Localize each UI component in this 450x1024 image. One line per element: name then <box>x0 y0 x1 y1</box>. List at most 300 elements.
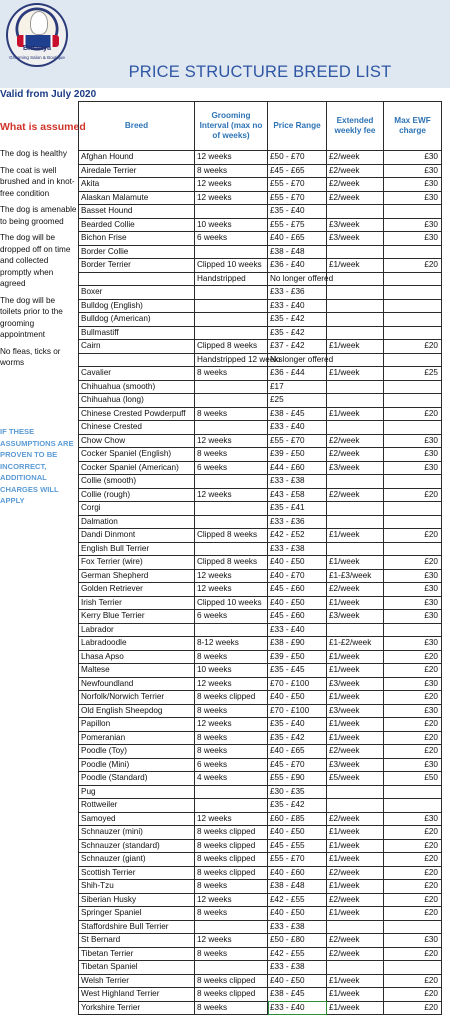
logo-sub-text: Grooming Salon & Boutique <box>9 55 65 60</box>
cell-price-range: £70 - £100 <box>268 677 327 691</box>
cell-interval: 8 weeks clipped <box>195 691 268 705</box>
cell-weekly-fee: £2/week <box>327 448 384 462</box>
cell-weekly-fee <box>327 475 384 489</box>
cell-price-range: £35 - £42 <box>268 313 327 327</box>
cell-price-range: £38 - £48 <box>268 880 327 894</box>
table-row <box>79 758 442 772</box>
cell-breed: Staffordshire Bull Terrier <box>79 920 195 934</box>
assumptions-warning: IF THESE ASSUMPTIONS ARE PROVEN TO BE INCORRECT, ADDITIONAL CHARGES WILL APPLY <box>0 427 74 505</box>
cell-interval: 12 weeks <box>195 677 268 691</box>
cell-weekly-fee <box>327 205 384 219</box>
table-row <box>79 232 442 246</box>
cell-max-ewf: £20 <box>384 853 442 867</box>
cell-weekly-fee: £3/week <box>327 461 384 475</box>
cell-interval <box>195 394 268 408</box>
cell-price-range: £38 - £48 <box>268 245 327 259</box>
table-body <box>79 151 442 1015</box>
cell-weekly-fee: £2/week <box>327 164 384 178</box>
table-row <box>79 880 442 894</box>
table-row <box>79 650 442 664</box>
cell-interval: 8 weeks clipped <box>195 974 268 988</box>
cell-price-range: £50 - £70 <box>268 151 327 165</box>
column-header-price-range: Price Range <box>268 102 327 151</box>
table-row <box>79 272 442 286</box>
cell-weekly-fee <box>327 421 384 435</box>
cell-max-ewf: £30 <box>384 758 442 772</box>
table-row <box>79 461 442 475</box>
cell-max-ewf <box>384 286 442 300</box>
cell-breed: German Shepherd <box>79 569 195 583</box>
cell-breed: English Bull Terrier <box>79 542 195 556</box>
cell-interval: 4 weeks <box>195 772 268 786</box>
cell-max-ewf: £20 <box>384 947 442 961</box>
cell-weekly-fee: £1/week <box>327 826 384 840</box>
cell-price-range: £39 - £50 <box>268 650 327 664</box>
cell-interval: 12 weeks <box>195 434 268 448</box>
table-row <box>79 799 442 813</box>
cell-interval: 8 weeks <box>195 164 268 178</box>
cell-interval: 6 weeks <box>195 758 268 772</box>
cell-interval: 12 weeks <box>195 893 268 907</box>
cell-interval: 8 weeks <box>195 448 268 462</box>
cell-interval: 10 weeks <box>195 218 268 232</box>
assumption-item: No fleas, ticks or worms <box>0 346 61 367</box>
cell-price-range: £55 - £70 <box>268 191 327 205</box>
cell-price-range: £35 - £40 <box>268 718 327 732</box>
table-row <box>79 475 442 489</box>
table-row <box>79 745 442 759</box>
cell-interval: 8 weeks <box>195 407 268 421</box>
cell-max-ewf: £20 <box>384 745 442 759</box>
cell-breed: Bulldog (English) <box>79 299 195 313</box>
cell-weekly-fee: £2/week <box>327 178 384 192</box>
cell-max-ewf: £20 <box>384 691 442 705</box>
table-row <box>79 893 442 907</box>
cell-price-range: £45 - £60 <box>268 610 327 624</box>
cell-interval: 8 weeks <box>195 745 268 759</box>
cell-price-range: £33 - £38 <box>268 961 327 975</box>
cell-interval: Handstripped 12 weeks <box>195 353 268 367</box>
cell-interval: 8 weeks clipped <box>195 853 268 867</box>
cell-max-ewf: £20 <box>384 488 442 502</box>
cell-breed: Corgi <box>79 502 195 516</box>
table-row <box>79 839 442 853</box>
cell-max-ewf <box>384 272 442 286</box>
cell-price-range: £33 - £38 <box>268 920 327 934</box>
table-row <box>79 637 442 651</box>
table-row <box>79 488 442 502</box>
cell-price-range: £33 - £38 <box>268 542 327 556</box>
cell-price-range: £17 <box>268 380 327 394</box>
cell-max-ewf: £30 <box>384 218 442 232</box>
cell-breed: Fox Terrier (wire) <box>79 556 195 570</box>
cell-weekly-fee: £3/week <box>327 704 384 718</box>
cell-max-ewf: £30 <box>384 934 442 948</box>
cell-breed: Scottish Terrier <box>79 866 195 880</box>
cell-breed: Poodle (Mini) <box>79 758 195 772</box>
cell-max-ewf <box>384 799 442 813</box>
cell-price-range: £30 - £35 <box>268 785 327 799</box>
cell-price-range: £38 - £45 <box>268 407 327 421</box>
cell-max-ewf <box>384 785 442 799</box>
cell-price-range: £36 - £40 <box>268 259 327 273</box>
table-row <box>79 947 442 961</box>
cell-weekly-fee: £1/week <box>327 974 384 988</box>
cell-price-range: £33 - £36 <box>268 286 327 300</box>
table-row <box>79 677 442 691</box>
cell-max-ewf: £30 <box>384 232 442 246</box>
cell-weekly-fee: £1/week <box>327 664 384 678</box>
cell-breed: Cavalier <box>79 367 195 381</box>
cell-weekly-fee: £2/week <box>327 583 384 597</box>
cell-interval: Clipped 8 weeks <box>195 340 268 354</box>
table-row <box>79 502 442 516</box>
cell-interval: 12 weeks <box>195 718 268 732</box>
table-row <box>79 313 442 327</box>
cell-weekly-fee <box>327 326 384 340</box>
table-row <box>79 866 442 880</box>
cell-price-range: £55 - £70 <box>268 434 327 448</box>
cell-price-range: £43 - £58 <box>268 488 327 502</box>
cell-interval: 12 weeks <box>195 178 268 192</box>
cell-max-ewf: £30 <box>384 583 442 597</box>
cell-max-ewf <box>384 475 442 489</box>
table-row <box>79 299 442 313</box>
cell-breed: Irish Terrier <box>79 596 195 610</box>
cell-weekly-fee <box>327 380 384 394</box>
cell-max-ewf <box>384 421 442 435</box>
table-row <box>79 623 442 637</box>
cell-weekly-fee <box>327 502 384 516</box>
cell-weekly-fee <box>327 623 384 637</box>
table-row <box>79 259 442 273</box>
cell-price-range: £45 - £60 <box>268 583 327 597</box>
cell-breed: Samoyed <box>79 812 195 826</box>
cell-weekly-fee: £2/week <box>327 488 384 502</box>
cell-max-ewf: £30 <box>384 704 442 718</box>
table-row <box>79 1001 442 1015</box>
cell-price-range: £35 - £41 <box>268 502 327 516</box>
assumption-item: The dog will be toilets prior to the grooming appointment <box>0 295 63 339</box>
column-header-max-ewf: Max EWF charge <box>384 102 442 151</box>
cell-weekly-fee: £2/week <box>327 934 384 948</box>
cell-price-range: £38 - £45 <box>268 988 327 1002</box>
cell-weekly-fee: £1/week <box>327 839 384 853</box>
cell-breed: St Bernard <box>79 934 195 948</box>
column-header-interval: Grooming Interval (max no of weeks) <box>195 102 268 151</box>
cell-price-range: £60 - £85 <box>268 812 327 826</box>
cell-price-range: £35 - £42 <box>268 731 327 745</box>
cell-weekly-fee: £1/week <box>327 731 384 745</box>
cell-breed: Schnauzer (standard) <box>79 839 195 853</box>
cell-interval: 8 weeks clipped <box>195 866 268 880</box>
cell-interval: 8 weeks <box>195 704 268 718</box>
table-row <box>79 812 442 826</box>
cell-interval <box>195 961 268 975</box>
table-row <box>79 407 442 421</box>
cell-price-range: £25 <box>268 394 327 408</box>
cell-price-range: £39 - £50 <box>268 448 327 462</box>
cell-max-ewf <box>384 326 442 340</box>
cell-interval <box>195 326 268 340</box>
cell-breed: Schnauzer (giant) <box>79 853 195 867</box>
cell-max-ewf: £30 <box>384 812 442 826</box>
cell-price-range: £40 - £50 <box>268 974 327 988</box>
cell-interval: 8 weeks <box>195 880 268 894</box>
cell-breed: Old English Sheepdog <box>79 704 195 718</box>
cell-max-ewf: £20 <box>384 907 442 921</box>
valid-from-date: Valid from July 2020 <box>0 89 97 100</box>
cell-price-range: £40 - £50 <box>268 826 327 840</box>
cell-breed: Basset Hound <box>79 205 195 219</box>
cell-price-range: £35 - £42 <box>268 326 327 340</box>
cell-breed: Poodle (Toy) <box>79 745 195 759</box>
cell-breed: Alaskan Malamute <box>79 191 195 205</box>
table-row <box>79 569 442 583</box>
cell-weekly-fee: £1-£2/week <box>327 637 384 651</box>
cell-interval <box>195 313 268 327</box>
cell-interval <box>195 799 268 813</box>
cell-interval: 8 weeks <box>195 731 268 745</box>
cell-price-range: £40 - £60 <box>268 866 327 880</box>
cell-max-ewf: £20 <box>384 839 442 853</box>
cell-breed: Bullmastiff <box>79 326 195 340</box>
cell-max-ewf <box>384 502 442 516</box>
cell-price-range: No longer offered <box>268 353 327 367</box>
cell-breed: Rottweiler <box>79 799 195 813</box>
dog-icon <box>30 11 48 35</box>
cell-weekly-fee <box>327 272 384 286</box>
table-row <box>79 178 442 192</box>
cell-price-range: £33 - £40 <box>268 623 327 637</box>
cell-breed: Border Terrier <box>79 259 195 273</box>
cell-breed: Lhasa Apso <box>79 650 195 664</box>
table-row <box>79 421 442 435</box>
cell-price-range: £35 - £42 <box>268 799 327 813</box>
cell-weekly-fee: £2/week <box>327 434 384 448</box>
cell-breed: Golden Retriever <box>79 583 195 597</box>
cell-breed: Norfolk/Norwich Terrier <box>79 691 195 705</box>
cell-max-ewf: £20 <box>384 880 442 894</box>
cell-max-ewf: £20 <box>384 826 442 840</box>
cell-price-range: £44 - £60 <box>268 461 327 475</box>
cell-interval <box>195 515 268 529</box>
cell-max-ewf: £30 <box>384 637 442 651</box>
assumptions-title: What is assumed <box>0 121 86 133</box>
cell-weekly-fee <box>327 313 384 327</box>
cell-interval: 8 weeks <box>195 907 268 921</box>
table-header-row <box>79 102 442 151</box>
cell-max-ewf: £20 <box>384 988 442 1002</box>
cell-price-range: £35 - £45 <box>268 664 327 678</box>
cell-interval: Clipped 10 weeks <box>195 259 268 273</box>
cell-price-range: £55 - £90 <box>268 772 327 786</box>
table-row <box>79 205 442 219</box>
cell-weekly-fee: £2/week <box>327 812 384 826</box>
cell-max-ewf <box>384 623 442 637</box>
cell-max-ewf: £30 <box>384 191 442 205</box>
cell-breed: Cairn <box>79 340 195 354</box>
table-row <box>79 704 442 718</box>
cell-breed: Chinese Crested <box>79 421 195 435</box>
cell-max-ewf <box>384 542 442 556</box>
cell-max-ewf <box>384 961 442 975</box>
assumption-item: The coat is well brushed and in knot-free condition <box>0 165 75 198</box>
cell-weekly-fee: £1/week <box>327 880 384 894</box>
cell-interval <box>195 920 268 934</box>
table-row <box>79 542 442 556</box>
table-row <box>79 340 442 354</box>
cell-weekly-fee <box>327 799 384 813</box>
cell-max-ewf: £50 <box>384 772 442 786</box>
cell-price-range: £42 - £55 <box>268 893 327 907</box>
cell-max-ewf: £20 <box>384 259 442 273</box>
cell-breed: Chow Chow <box>79 434 195 448</box>
table-row <box>79 529 442 543</box>
cell-interval: 8-12 weeks <box>195 637 268 651</box>
table-row <box>79 691 442 705</box>
table-row <box>79 583 442 597</box>
table-row <box>79 785 442 799</box>
cell-price-range: £40 - £65 <box>268 745 327 759</box>
cell-max-ewf: £25 <box>384 367 442 381</box>
cell-max-ewf: £20 <box>384 974 442 988</box>
table-row <box>79 853 442 867</box>
table-row <box>79 326 442 340</box>
cell-weekly-fee: £1/week <box>327 367 384 381</box>
cell-weekly-fee: £3/week <box>327 610 384 624</box>
cell-weekly-fee <box>327 245 384 259</box>
cell-max-ewf: £30 <box>384 164 442 178</box>
cell-price-range: £33 - £40 <box>268 1001 327 1015</box>
table-row <box>79 380 442 394</box>
company-logo <box>6 3 68 67</box>
cell-weekly-fee: £1/week <box>327 529 384 543</box>
cell-max-ewf: £30 <box>384 434 442 448</box>
cell-interval: Handstripped <box>195 272 268 286</box>
cell-breed: Papillon <box>79 718 195 732</box>
cell-interval: 8 weeks <box>195 650 268 664</box>
cell-weekly-fee <box>327 961 384 975</box>
cell-breed: Bichon Frise <box>79 232 195 246</box>
cell-interval <box>195 542 268 556</box>
cell-price-range: £50 - £80 <box>268 934 327 948</box>
cell-weekly-fee <box>327 299 384 313</box>
cell-weekly-fee: £2/week <box>327 947 384 961</box>
cell-max-ewf: £20 <box>384 731 442 745</box>
cell-interval: Clipped 8 weeks <box>195 556 268 570</box>
cell-weekly-fee: £1/week <box>327 596 384 610</box>
table-row <box>79 920 442 934</box>
cell-breed: Newfoundland <box>79 677 195 691</box>
cell-breed: Tibetan Spaniel <box>79 961 195 975</box>
cell-weekly-fee: £1/week <box>327 340 384 354</box>
cell-interval <box>195 380 268 394</box>
cell-weekly-fee <box>327 785 384 799</box>
cell-weekly-fee: £1/week <box>327 407 384 421</box>
table-row <box>79 610 442 624</box>
cell-breed: Springer Spaniel <box>79 907 195 921</box>
table-row <box>79 596 442 610</box>
cell-interval <box>195 245 268 259</box>
cell-weekly-fee: £2/week <box>327 866 384 880</box>
cell-max-ewf: £20 <box>384 529 442 543</box>
cell-weekly-fee: £1/week <box>327 691 384 705</box>
cell-price-range: £33 - £40 <box>268 299 327 313</box>
table-row <box>79 556 442 570</box>
table-row <box>79 934 442 948</box>
table-row <box>79 191 442 205</box>
cell-breed: Afghan Hound <box>79 151 195 165</box>
logo-brand-text: Britanya <box>22 45 51 52</box>
table-row <box>79 394 442 408</box>
cell-breed: Poodle (Standard) <box>79 772 195 786</box>
cell-weekly-fee <box>327 920 384 934</box>
table-row <box>79 448 442 462</box>
cell-weekly-fee <box>327 542 384 556</box>
cell-price-range: £40 - £70 <box>268 569 327 583</box>
cell-price-range: £33 - £40 <box>268 421 327 435</box>
cell-price-range: £37 - £42 <box>268 340 327 354</box>
cell-interval: 8 weeks clipped <box>195 988 268 1002</box>
table-row <box>79 772 442 786</box>
cell-breed: West Highland Terrier <box>79 988 195 1002</box>
cell-weekly-fee: £1/week <box>327 1001 384 1015</box>
table-row <box>79 731 442 745</box>
cell-weekly-fee: £2/week <box>327 745 384 759</box>
cell-breed: Labrador <box>79 623 195 637</box>
cell-price-range: £35 - £40 <box>268 205 327 219</box>
cell-interval: 6 weeks <box>195 232 268 246</box>
cell-interval: 12 weeks <box>195 191 268 205</box>
cell-breed: Welsh Terrier <box>79 974 195 988</box>
table-row <box>79 826 442 840</box>
cell-weekly-fee <box>327 286 384 300</box>
cell-price-range: £70 - £100 <box>268 704 327 718</box>
cell-max-ewf: £20 <box>384 866 442 880</box>
cell-interval: 12 weeks <box>195 488 268 502</box>
cell-price-range: £45 - £70 <box>268 758 327 772</box>
cell-max-ewf: £20 <box>384 718 442 732</box>
cell-price-range: £55 - £75 <box>268 218 327 232</box>
cell-interval: 8 weeks <box>195 367 268 381</box>
cell-max-ewf <box>384 920 442 934</box>
table-row <box>79 367 442 381</box>
assumption-item: The dog will be dropped off on time and collected promptly when agreed <box>0 233 71 288</box>
cell-breed: Dalmation <box>79 515 195 529</box>
cell-max-ewf: £20 <box>384 893 442 907</box>
cell-price-range: £36 - £44 <box>268 367 327 381</box>
cell-price-range: £45 - £65 <box>268 164 327 178</box>
cell-max-ewf <box>384 353 442 367</box>
cell-max-ewf: £20 <box>384 650 442 664</box>
cell-price-range: £55 - £70 <box>268 853 327 867</box>
cell-breed: Chihuahua (long) <box>79 394 195 408</box>
cell-interval: 12 weeks <box>195 583 268 597</box>
column-header-breed: Breed <box>79 102 195 151</box>
table-row <box>79 907 442 921</box>
cell-breed: Bearded Collie <box>79 218 195 232</box>
cell-max-ewf: £30 <box>384 677 442 691</box>
cell-breed: Labradoodle <box>79 637 195 651</box>
cell-weekly-fee: £1/week <box>327 907 384 921</box>
table-row <box>79 961 442 975</box>
cell-breed: Akita <box>79 178 195 192</box>
cell-interval: Clipped 8 weeks <box>195 529 268 543</box>
cell-interval: 12 weeks <box>195 151 268 165</box>
assumptions-list <box>0 148 78 374</box>
cell-weekly-fee: £1/week <box>327 853 384 867</box>
